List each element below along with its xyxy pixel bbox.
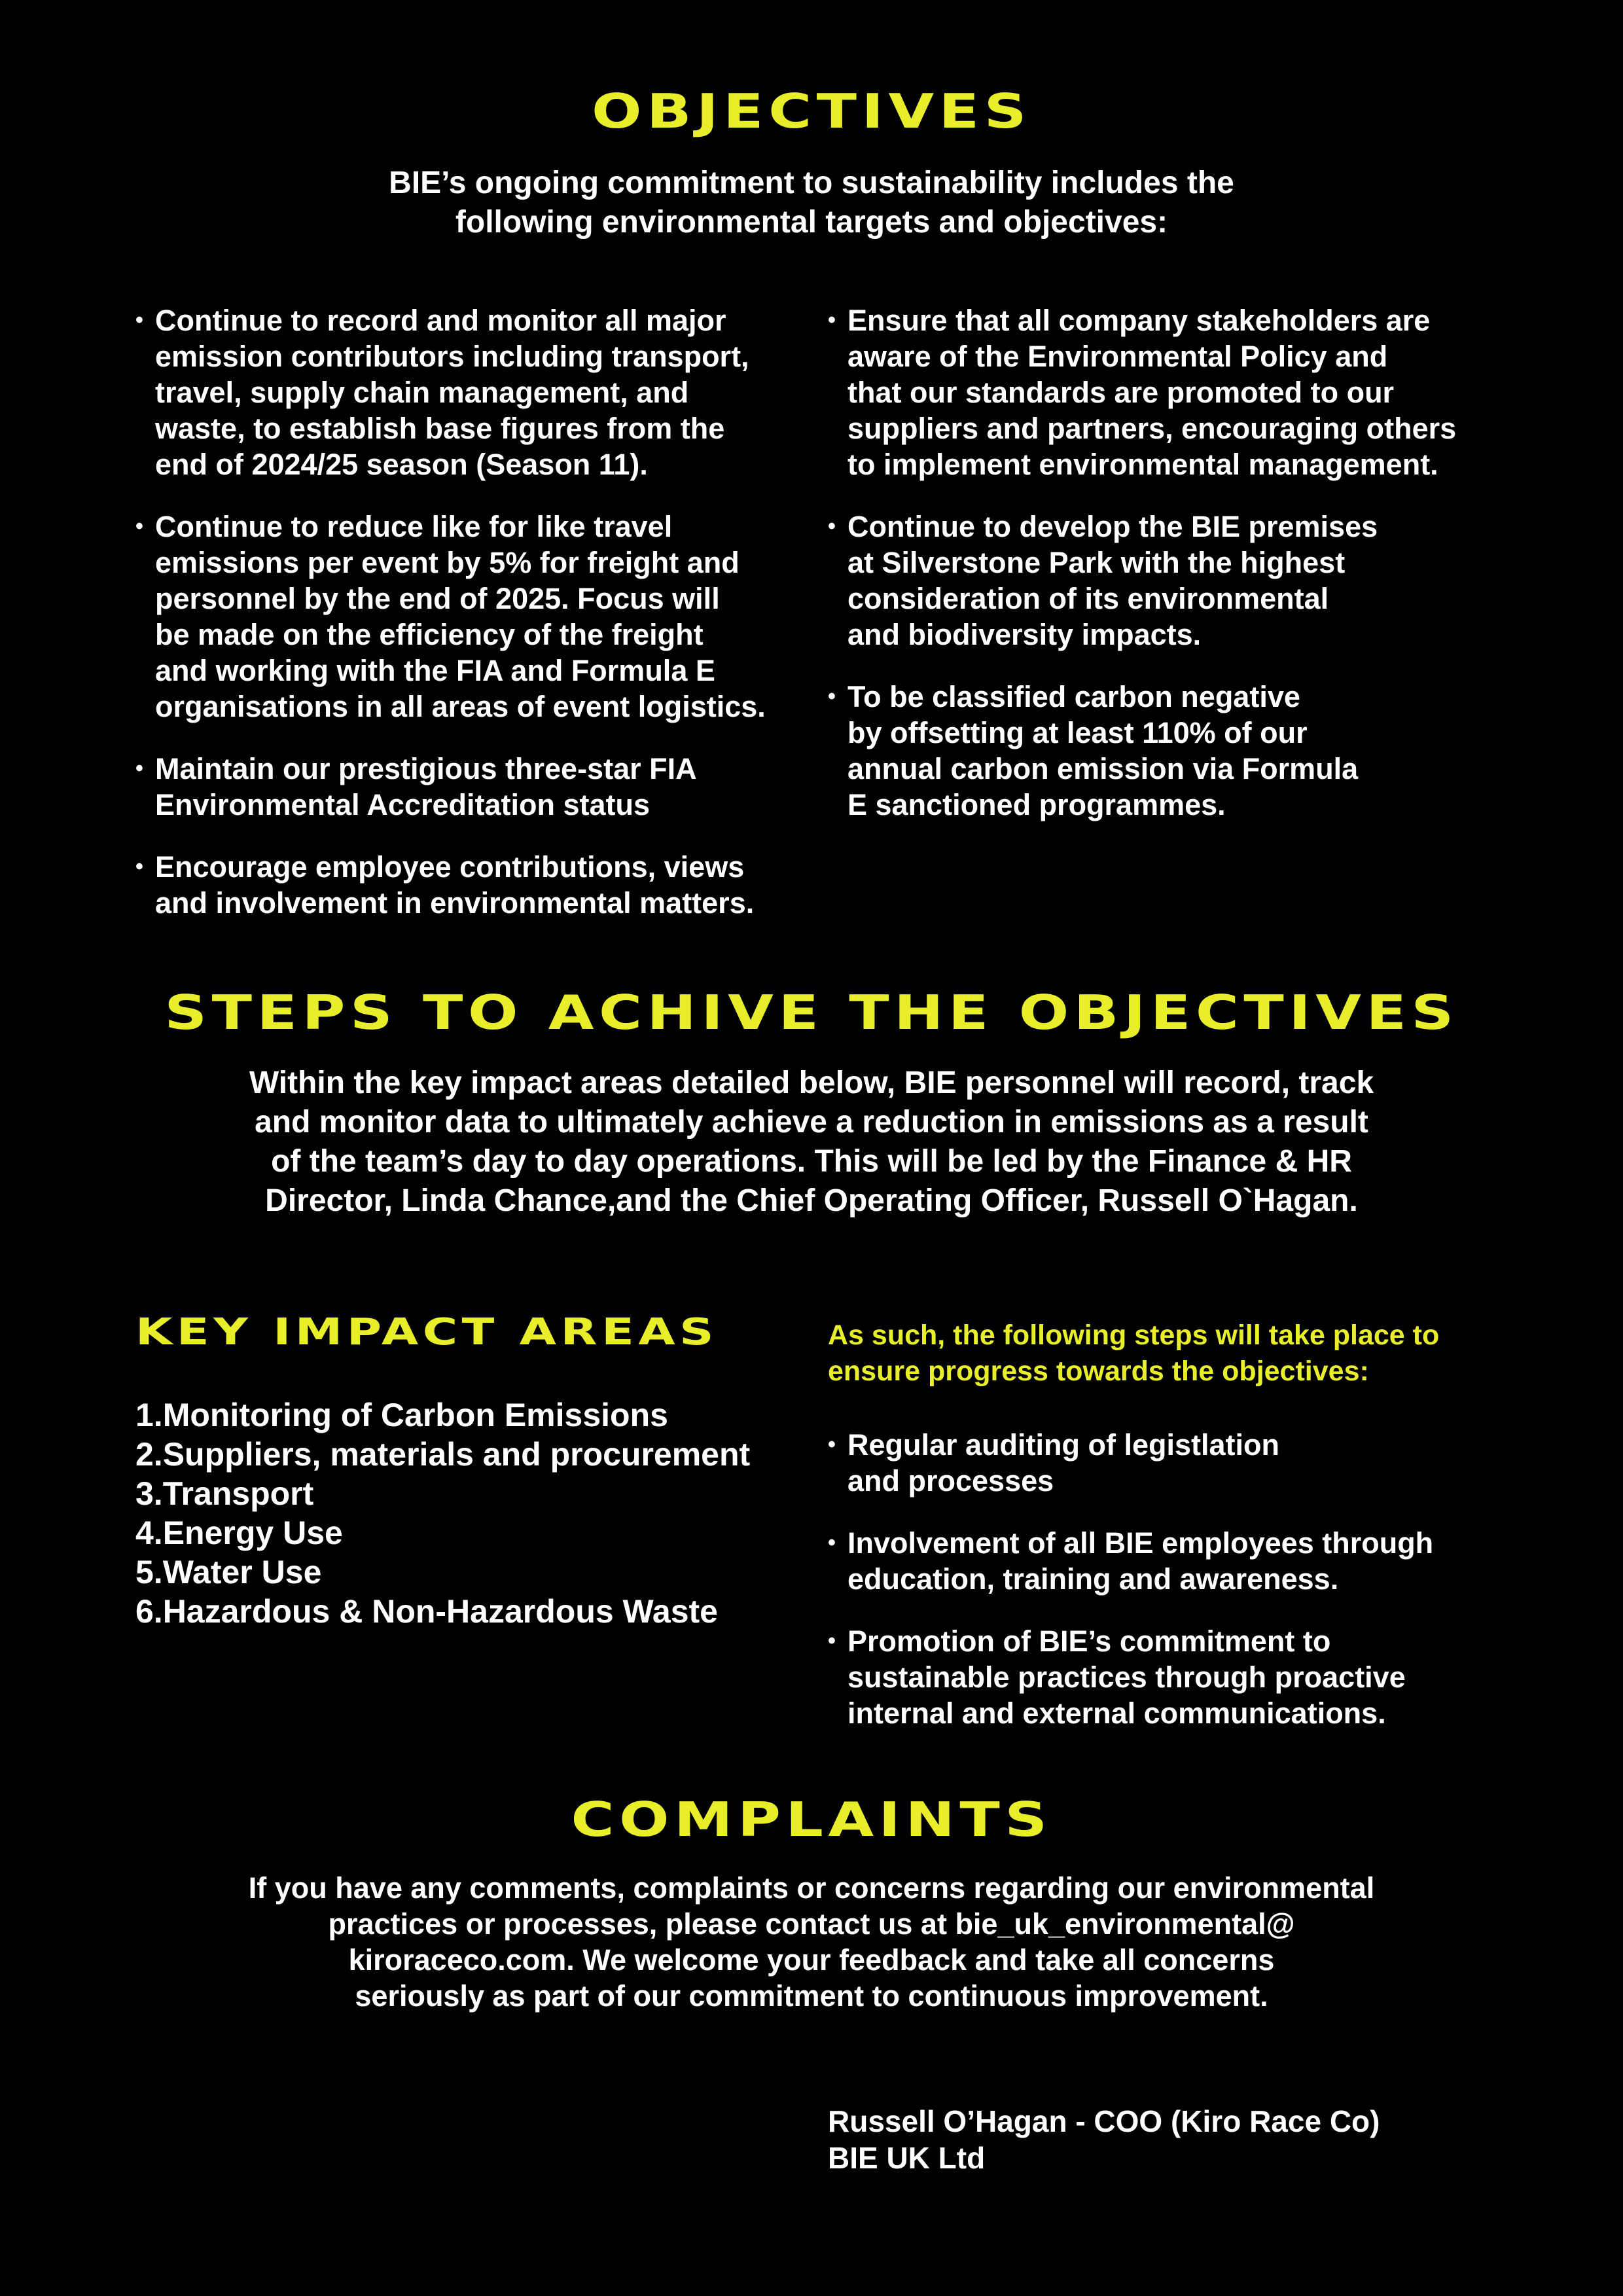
bullet-text: to implement environmental management.	[847, 448, 1438, 481]
list-item: 3.Transport	[135, 1475, 314, 1512]
impact-areas-list	[135, 1395, 750, 1631]
complaints-line: seriously as part of our commitment to continuous improvement.	[355, 1979, 1268, 2013]
bullet-icon: •	[135, 308, 143, 332]
list-item: 2.Suppliers, materials and procurement	[135, 1436, 751, 1473]
bullet-icon: •	[828, 1530, 836, 1555]
list-item	[828, 679, 1456, 823]
list-item	[828, 302, 1456, 482]
objectives-heading: OBJECTIVES	[592, 84, 1031, 139]
list-item	[135, 849, 766, 921]
bullet-icon: •	[828, 514, 836, 539]
bullet-text: Ensure that all company stakeholders are	[847, 304, 1431, 337]
bullet-icon: •	[135, 854, 143, 879]
bullet-text: Maintain our prestigious three-star FIA	[155, 752, 697, 785]
bullet-text: annual carbon emission via Formula	[847, 752, 1359, 785]
bullet-text: Regular auditing of legistlation	[847, 1428, 1280, 1462]
list-item: 4.Energy Use	[135, 1515, 343, 1551]
list-item: 6.Hazardous & Non-Hazardous Waste	[135, 1593, 718, 1630]
bullet-text: be made on the efficiency of the freight	[155, 618, 704, 651]
bullet-text: waste, to establish base figures from the	[155, 412, 725, 445]
bullet-text: at Silverstone Park with the highest	[847, 546, 1346, 579]
bullet-text: To be classified carbon negative	[847, 680, 1300, 713]
bullet-text: that our standards are promoted to our	[847, 376, 1395, 409]
progress-intro-line: As such, the following steps will take place to	[828, 1319, 1440, 1351]
objectives-right-list	[828, 302, 1456, 849]
objectives-left-list	[135, 302, 766, 947]
list-item: 5.Water Use	[135, 1554, 322, 1590]
complaints-heading: COMPLAINTS	[571, 1792, 1052, 1847]
signature-name: Russell O’Hagan - COO (Kiro Race Co)	[828, 2104, 1380, 2138]
bullet-icon: •	[135, 514, 143, 539]
bullet-text: Involvement of all BIE employees through	[847, 1526, 1434, 1560]
bullet-text: E sanctioned programmes.	[847, 788, 1226, 821]
list-item	[135, 751, 766, 823]
bullet-icon: •	[135, 756, 143, 781]
bullet-text: and biodiversity impacts.	[847, 618, 1202, 651]
bullet-text: emission contributors including transport,	[155, 340, 749, 373]
progress-intro-line: ensure progress towards the objectives:	[828, 1355, 1369, 1387]
list-item	[828, 1427, 1433, 1499]
list-item	[135, 509, 766, 725]
steps-intro	[0, 1064, 1623, 1221]
complaints-line: kiroraceco.com. We welcome your feedback and take all concerns	[348, 1943, 1275, 1977]
bullet-text: internal and external communications.	[847, 1696, 1386, 1730]
steps-intro-line: Within the key impact areas detailed below, BIE personnel will record, track	[249, 1066, 1374, 1100]
bullet-text: Continue to reduce like for like travel	[155, 510, 673, 543]
list-item: 1.Monitoring of Carbon Emissions	[135, 1397, 668, 1433]
bullet-text: suppliers and partners, encouraging others	[847, 412, 1457, 445]
progress-steps-list	[828, 1427, 1433, 1757]
complaints-body	[0, 1870, 1623, 2014]
list-item	[828, 509, 1456, 653]
bullet-text: Continue to record and monitor all major	[155, 304, 726, 337]
list-item	[828, 1623, 1433, 1731]
bullet-text: Environmental Accreditation status	[155, 788, 650, 821]
bullet-text: and working with the FIA and Formula E	[155, 654, 715, 687]
bullet-text: and processes	[847, 1464, 1054, 1498]
bullet-text: end of 2024/25 season (Season 11).	[155, 448, 648, 481]
impact-areas-heading: KEY IMPACT AREAS	[135, 1311, 719, 1354]
bullet-text: travel, supply chain management, and	[155, 376, 689, 409]
bullet-text: consideration of its environmental	[847, 582, 1329, 615]
bullet-text: Encourage employee contributions, views	[155, 850, 745, 884]
bullet-icon: •	[828, 1628, 836, 1653]
objectives-intro	[0, 164, 1623, 242]
progress-steps-intro	[828, 1318, 1439, 1390]
bullet-text: emissions per event by 5% for freight and	[155, 546, 740, 579]
list-item	[828, 1525, 1433, 1597]
bullet-text: Promotion of BIE’s commitment to	[847, 1624, 1331, 1658]
bullet-icon: •	[828, 684, 836, 709]
steps-intro-line: and monitor data to ultimately achieve a reduction in emissions as a result	[255, 1105, 1368, 1139]
objectives-intro-line: following environmental targets and objectives:	[455, 205, 1168, 240]
bullet-text: aware of the Environmental Policy and	[847, 340, 1388, 373]
bullet-text: Continue to develop the BIE premises	[847, 510, 1378, 543]
complaints-line: If you have any comments, complaints or concerns regarding our environmental	[248, 1871, 1375, 1905]
bullet-text: sustainable practices through proactive	[847, 1660, 1406, 1694]
steps-intro-line: of the team’s day to day operations. This will be led by the Finance & HR	[271, 1144, 1352, 1179]
steps-heading: STEPS TO ACHIVE THE OBJECTIVES	[164, 985, 1459, 1040]
list-item	[135, 302, 766, 482]
objectives-intro-line: BIE’s ongoing commitment to sustainability includes the	[389, 166, 1234, 200]
bullet-icon: •	[828, 1432, 836, 1457]
signature-block	[828, 2103, 1380, 2176]
signature-company: BIE UK Ltd	[828, 2141, 986, 2175]
complaints-line: practices or processes, please contact us at bie_uk_environmental@	[328, 1907, 1295, 1941]
bullet-text: personnel by the end of 2025. Focus will	[155, 582, 720, 615]
bullet-text: and involvement in environmental matters.	[155, 886, 755, 920]
bullet-text: by offsetting at least 110% of our	[847, 716, 1308, 749]
bullet-icon: •	[828, 308, 836, 332]
bullet-text: education, training and awareness.	[847, 1562, 1339, 1596]
bullet-text: organisations in all areas of event logistics.	[155, 690, 766, 723]
steps-intro-line: Director, Linda Chance,and the Chief Operating Officer, Russell O`Hagan.	[265, 1183, 1358, 1218]
